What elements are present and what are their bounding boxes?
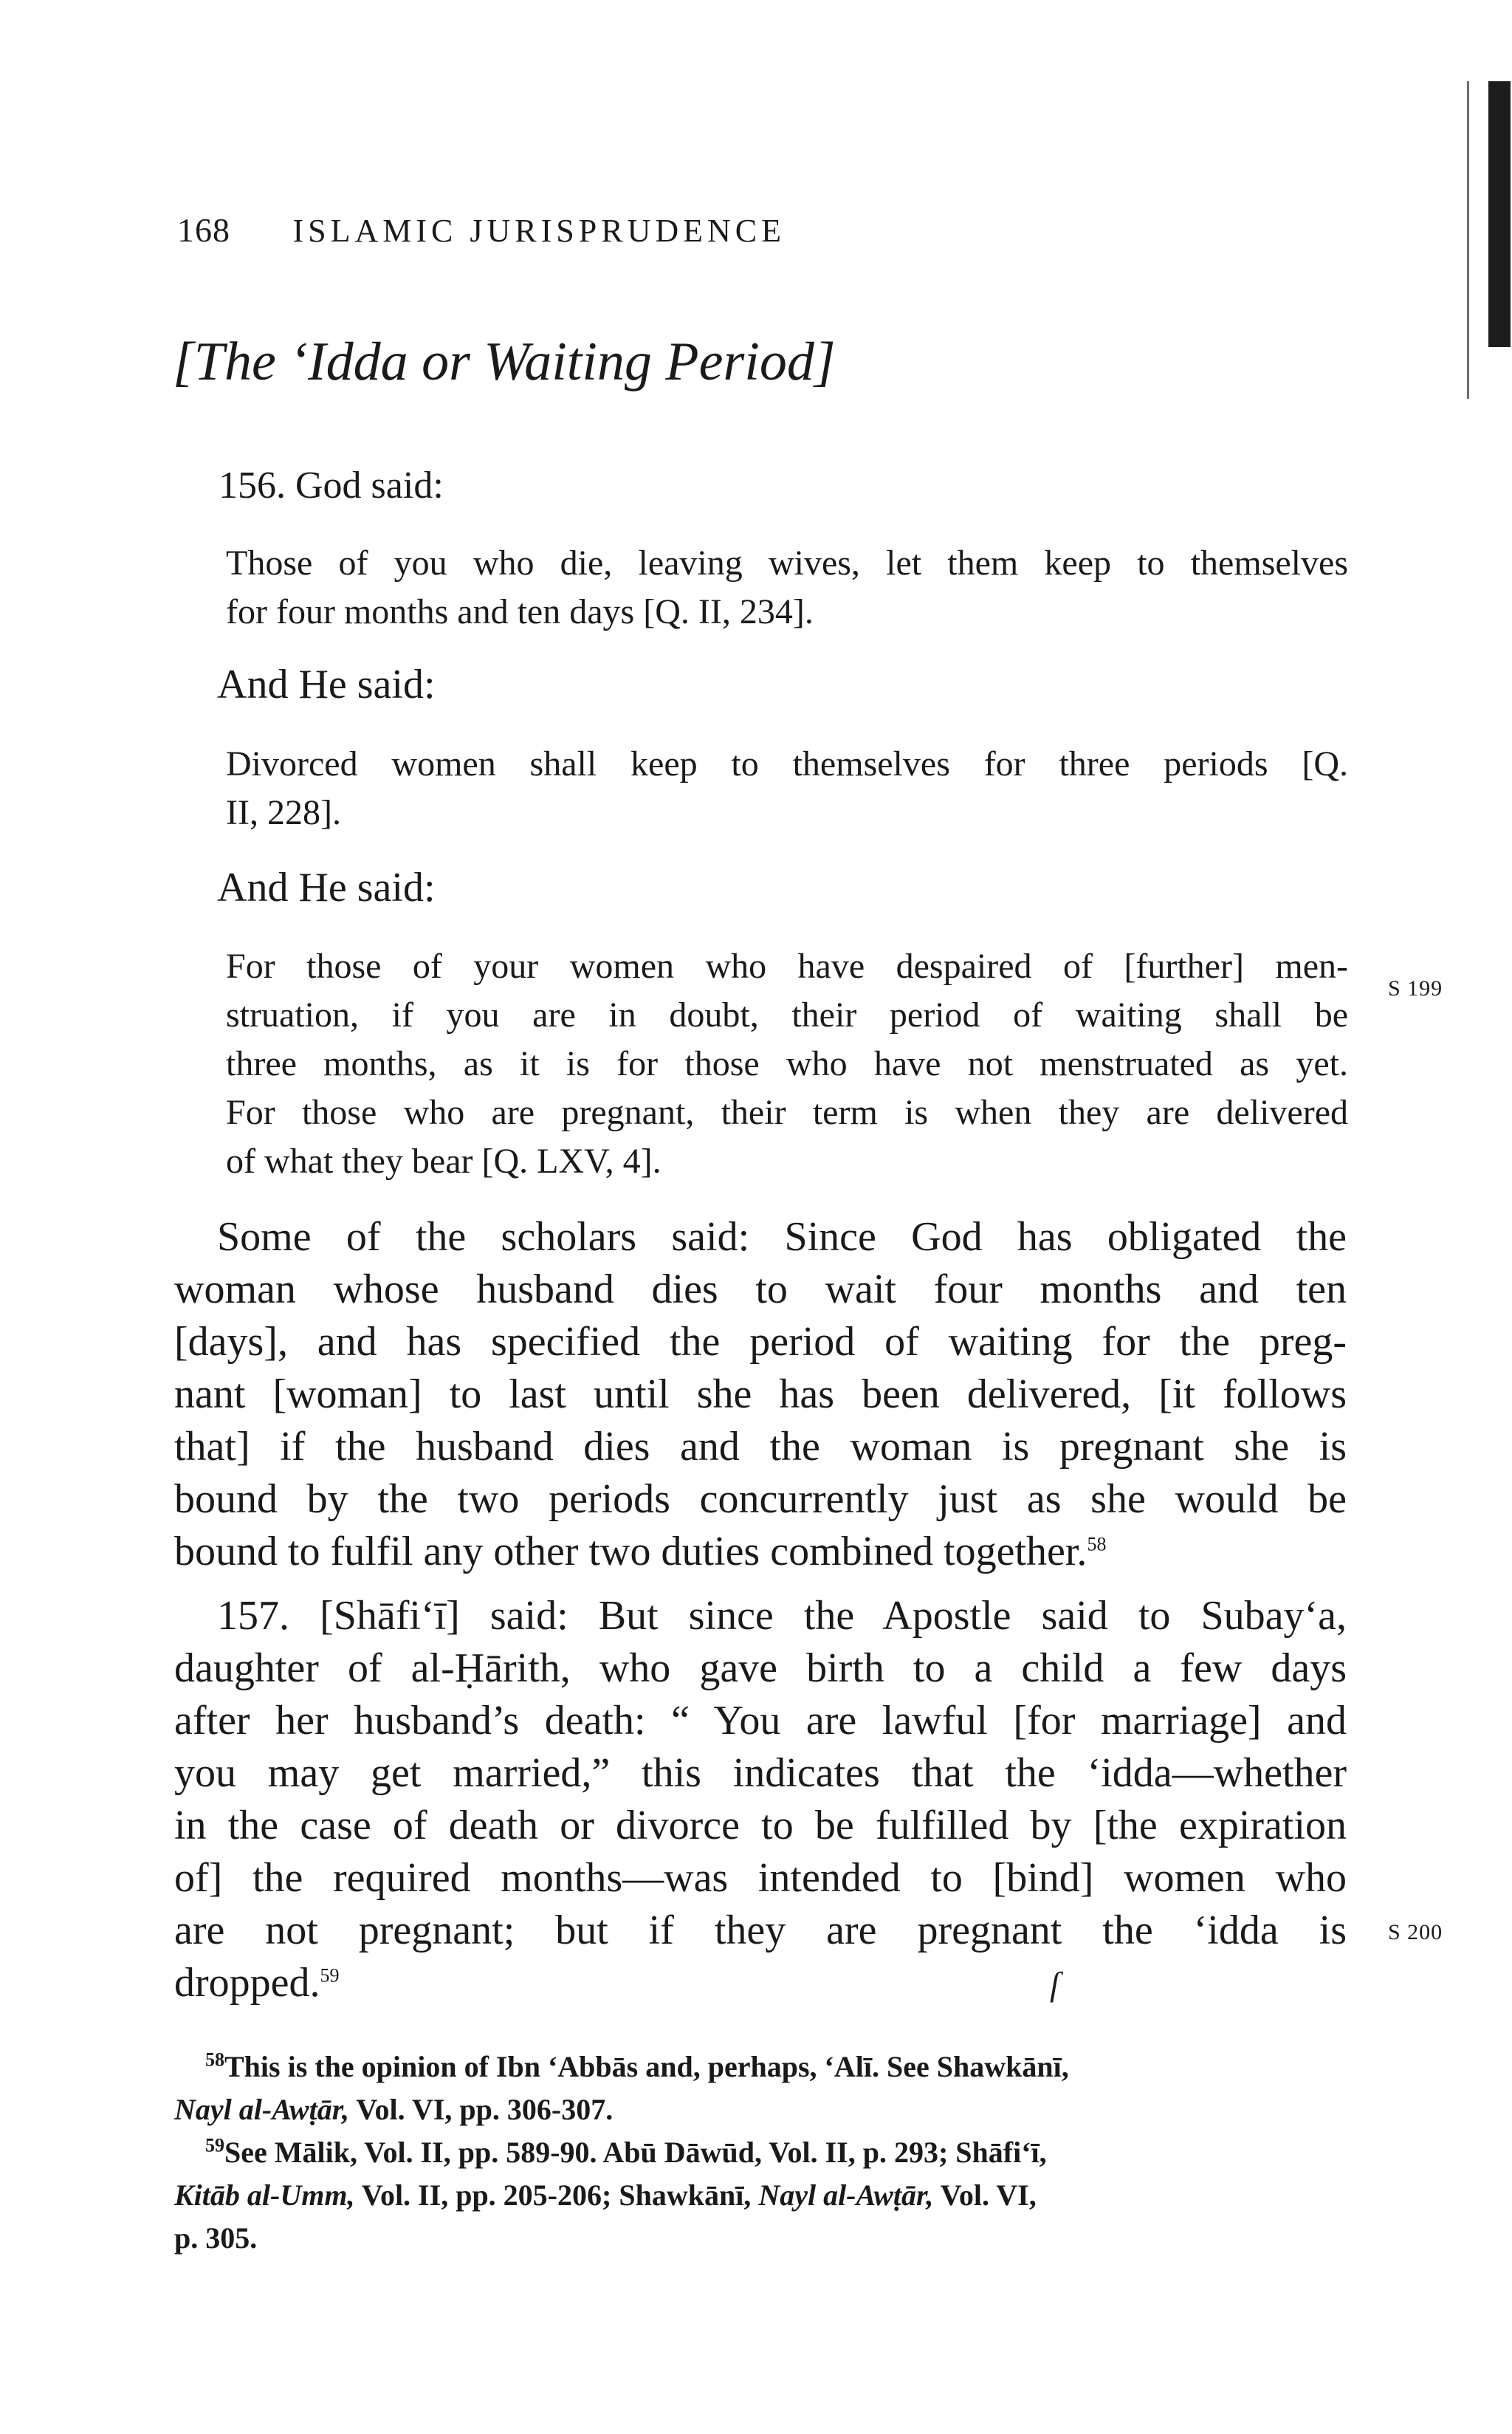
body-line: that] if the husband dies and the woman is pregnant she is bbox=[174, 1424, 1347, 1470]
margin-note-s199: S 199 bbox=[1388, 976, 1443, 1001]
section-title: [The ‘Idda or Waiting Period] bbox=[173, 332, 836, 392]
quote-line: of what they bear [Q. LXV, 4]. bbox=[226, 1142, 662, 1181]
body-line: of] the required months—was intended to [bind] women who bbox=[174, 1855, 1347, 1901]
quote-line: Those of you who die, leaving wives, let them keep to themselves bbox=[226, 544, 1348, 583]
footnote-text: Vol. II, pp. 205-206; Shawkānī, bbox=[354, 2178, 759, 2212]
body-line: after her husband’s death: “ You are lawful [for marriage] and bbox=[174, 1698, 1347, 1744]
footnote-ref-59: 59 bbox=[320, 1964, 340, 1986]
footnote-text: Vol. VI, pp. 306-307. bbox=[349, 2093, 614, 2126]
scan-edge-shadow bbox=[1488, 81, 1511, 347]
body-line: 157. [Shāfi‘ī] said: But since the Apostle said to Subay‘a, bbox=[217, 1593, 1347, 1639]
quote-line: three months, as it is for those who have not menstruated as yet. bbox=[226, 1044, 1348, 1083]
commentary-paragraph bbox=[174, 1211, 1347, 1578]
body-line: nant [woman] to last until she has been delivered, [it follows bbox=[174, 1371, 1347, 1417]
body-line: bound by the two periods concurrently just as she would be bbox=[174, 1476, 1347, 1522]
scan-edge-line bbox=[1467, 81, 1469, 399]
footnote-mark-59: 59 bbox=[205, 2134, 224, 2156]
body-line bbox=[174, 1957, 1347, 2009]
footnote-text: Vol. VI, bbox=[933, 2178, 1037, 2212]
running-title: ISLAMIC JURISPRUDENCE bbox=[292, 213, 786, 249]
stray-pencil-mark: ſ bbox=[1050, 1965, 1059, 2003]
footnote-59 bbox=[174, 2131, 1347, 2174]
footnote-mark-58: 58 bbox=[205, 2049, 224, 2071]
body-line-text: bound to fulfil any other two duties combined together. bbox=[174, 1529, 1087, 1574]
footnote-text: This is the opinion of Ibn ‘Abbās and, perhaps, ‘Alī. See Shawkānī, bbox=[224, 2050, 1069, 2083]
body-line: daughter of al-Ḥārith, who gave birth to a child a few days bbox=[174, 1645, 1347, 1691]
quote-line: II, 228]. bbox=[226, 793, 341, 832]
and-he-said-1: And He said: bbox=[217, 662, 436, 707]
and-he-said-2: And He said: bbox=[217, 865, 436, 911]
running-head bbox=[177, 210, 786, 250]
footnote-text: See Mālik, Vol. II, pp. 589-90. Abū Dāwūd, Vol. II, p. 293; Shāfi‘ī, bbox=[224, 2136, 1047, 2169]
body-line: woman whose husband dies to wait four months and ten bbox=[174, 1266, 1347, 1312]
paragraph-156-lead: 156. God said: bbox=[219, 464, 444, 507]
body-line bbox=[174, 1526, 1347, 1578]
body-line: in the case of death or divorce to be fulfilled by [the expiration bbox=[174, 1803, 1347, 1848]
quran-quote-1 bbox=[226, 539, 1348, 637]
body-line: Some of the scholars said: Since God has obligated the bbox=[217, 1214, 1347, 1260]
footnote-ref-58: 58 bbox=[1087, 1533, 1107, 1555]
footnote-title: Kitāb al-Umm, bbox=[174, 2178, 355, 2212]
body-line: you may get married,” this indicates that the ‘idda—whether bbox=[174, 1750, 1347, 1796]
footnote-59-cont bbox=[174, 2174, 1347, 2217]
quran-quote-3 bbox=[226, 942, 1348, 1186]
page-number: 168 bbox=[177, 211, 230, 249]
quote-line: For those of your women who have despaired of [further] men- bbox=[226, 947, 1348, 986]
footnote-58 bbox=[174, 2046, 1347, 2088]
quote-line: struation, if you are in doubt, their period of waiting shall be bbox=[226, 995, 1348, 1035]
paragraph-157 bbox=[174, 1590, 1347, 2009]
quote-line: for four months and ten days [Q. II, 234]. bbox=[226, 592, 814, 631]
footnote-59-end: p. 305. bbox=[174, 2221, 258, 2255]
footnote-title: Nayl al-Awṭār, bbox=[758, 2178, 934, 2212]
body-line: are not pregnant; but if they are pregnant the ‘idda is bbox=[174, 1907, 1347, 1953]
footnote-title: Nayl al-Awṭār, bbox=[174, 2093, 350, 2126]
margin-note-s200: S 200 bbox=[1388, 1920, 1443, 1944]
footnotes bbox=[174, 2046, 1347, 2260]
body-line-text: dropped. bbox=[174, 1960, 320, 2006]
footnote-58-cont bbox=[174, 2088, 1347, 2131]
quote-line: For those who are pregnant, their term is when they are delivered bbox=[226, 1093, 1348, 1132]
body-line: [days], and has specified the period of waiting for the preg- bbox=[174, 1319, 1347, 1365]
quran-quote-2 bbox=[226, 740, 1348, 837]
quote-line: Divorced women shall keep to themselves for three periods [Q. bbox=[226, 744, 1348, 784]
